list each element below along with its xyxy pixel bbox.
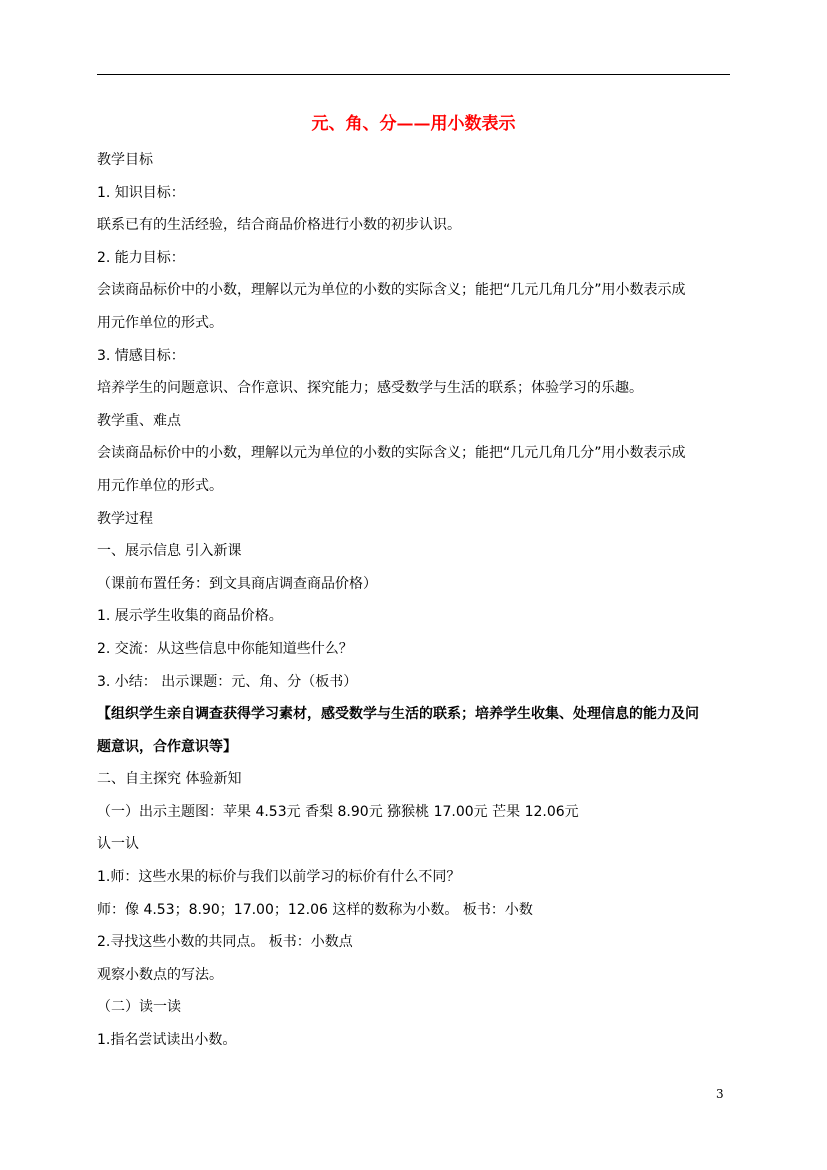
process-pre-task: （课前布置任务：到文具商店调查商品价格） [97,575,377,592]
subheading-read: （二）读一读 [97,999,181,1016]
observe-decimal-point: 观察小数点的写法。 [97,966,223,983]
subheading-recognize: 认一认 [97,836,139,853]
design-note-cont: 题意识，合作意识等】 [97,738,237,755]
objective-knowledge-text: 联系已有的生活经验，结合商品价格进行小数的初步认识。 [97,217,461,234]
document-title: 元、角、分——用小数表示 [311,114,516,134]
key-points-text: 会读商品标价中的小数，理解以元为单位的小数的实际含义；能把“几元几角几分”用小数表示成 [97,445,686,462]
find-common-point: 2.寻找这些小数的共同点。 板书：小数点 [97,934,353,951]
objective-emotion-text: 培养学生的问题意识、合作意识、探究能力；感受数学与生活的联系；体验学习的乐趣。 [97,380,643,397]
objective-knowledge-heading: 1. 知识目标： [97,184,185,201]
read-step-1: 1.指名尝试读出小数。 [97,1032,237,1049]
process-part-two-heading: 二、自主探究 体验新知 [97,771,242,788]
header-rule [97,74,730,75]
process-step-1: 1. 展示学生收集的商品价格。 [97,608,283,625]
objective-ability-text: 会读商品标价中的小数，理解以元为单位的小数的实际含义；能把“几元几角几分”用小数表示成 [97,282,686,299]
page-number: 3 [716,1087,724,1101]
key-points-text-cont: 用元作单位的形式。 [97,477,223,494]
teacher-explanation: 师：像 4.53；8.90；17.00；12.06 这样的数称为小数。 板书：小数 [97,901,533,918]
teacher-question: 1.师：这些水果的标价与我们以前学习的标价有什么不同？ [97,869,461,886]
objective-ability-heading: 2. 能力目标： [97,249,185,266]
section-heading-key-points: 教学重、难点 [97,412,181,429]
objective-emotion-heading: 3. 情感目标： [97,347,185,364]
section-heading-process: 教学过程 [97,510,153,527]
process-part-one-heading: 一、展示信息 引入新课 [97,543,242,560]
design-note: 【组织学生亲自调查获得学习素材，感受数学与生活的联系；培养学生收集、处理信息的能力及问 [97,706,699,723]
process-step-2: 2. 交流：从这些信息中你能知道些什么？ [97,640,353,657]
objective-ability-text-cont: 用元作单位的形式。 [97,314,223,331]
document-body [97,148,730,1061]
theme-picture-prices: （一）出示主题图：苹果 4.53元 香梨 8.90元 猕猴桃 17.00元 芒果 12.06元 [97,803,579,820]
section-heading-objectives: 教学目标 [97,152,153,168]
process-step-3: 3. 小结： 出示课题：元、角、分（板书） [97,673,358,690]
